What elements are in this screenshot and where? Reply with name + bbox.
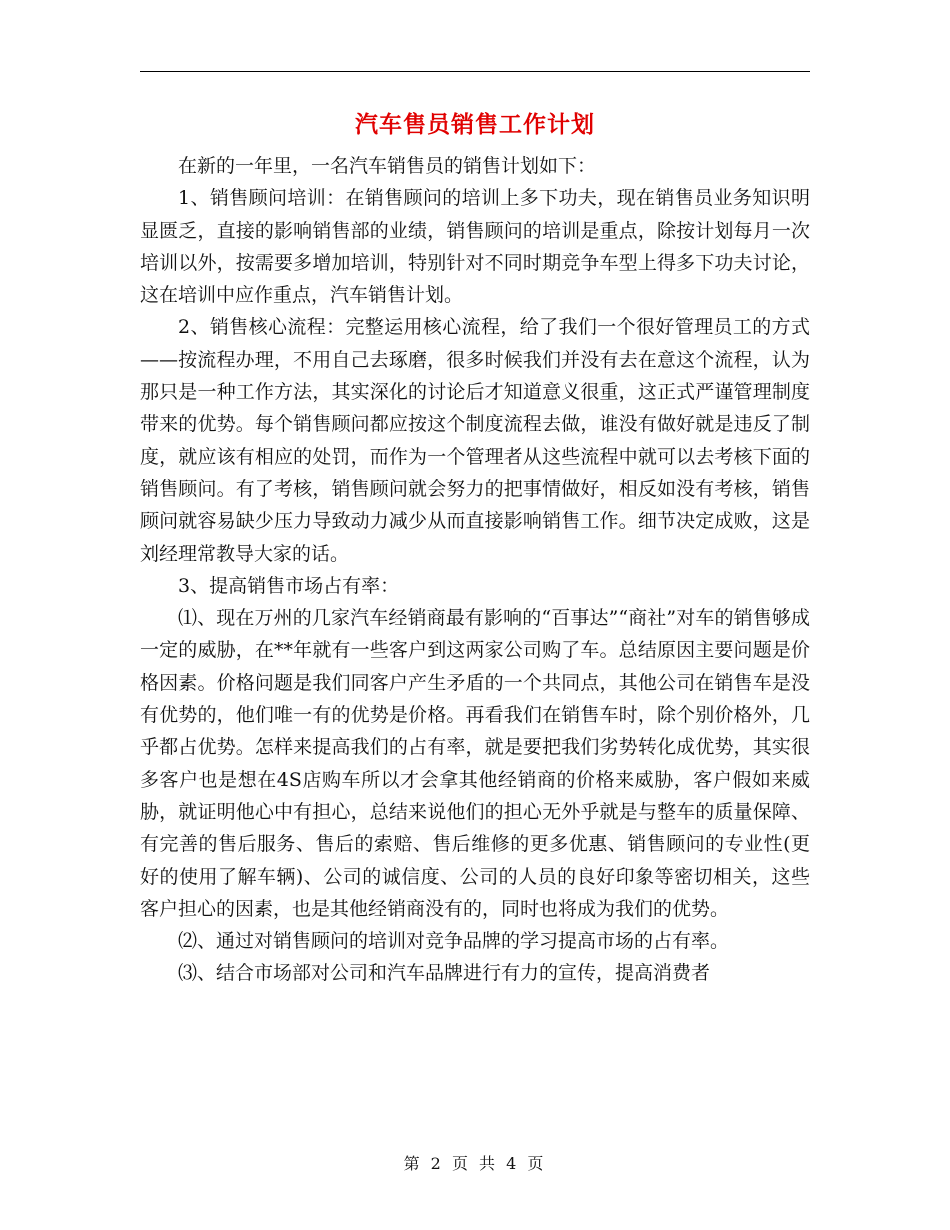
- paragraph-training: 1、销售顾问培训：在销售顾问的培训上多下功夫，现在销售员业务知识明显匮乏，直接的影响销售部的业绩，销售顾问的培训是重点，除按计划每月一次培训以外，按需要多增加培训，特别针对不同时期竞争车型上得多下功夫讨论，这在培训中应作重点，汽车销售计划。: [140, 187, 810, 307]
- paragraph-market-share-heading: 3、提高销售市场占有率：: [178, 574, 400, 597]
- header-rule: [140, 71, 810, 72]
- paragraph-intro: 在新的一年里，一名汽车销售员的销售计划如下：: [178, 155, 597, 177]
- paragraph-market-share-2: ⑵、通过对销售顾问的培训对竞争品牌的学习提高市场的占有率。: [178, 930, 730, 953]
- document-body: [140, 150, 810, 990]
- document-title: 汽车售员销售工作计划: [355, 111, 595, 138]
- paragraph-core-process: 2、销售核心流程：完整运用核心流程，给了我们一个很好管理员工的方式——按流程办理，不用自己去琢磨，很多时候我们并没有去在意这个流程，认为那只是一种工作方法，其实深化的讨论后才知道意义很重，这正式严谨管理制度带来的优势。每个销售顾问都应按这个制度流程去做，谁没有做好就是违反了制度，就应该有相应的处罚，而作为一个管理者从这些流程中就可以去考核下面的销售顾问。有了考核，销售顾问就会努力的把事情做好，相反如没有考核，销售顾问就容易缺少压力导致动力减少从而直接影响销售工作。细节决定成败，这是刘经理常教导大家的话。: [140, 316, 810, 565]
- paragraph-market-share-1: ⑴、现在万州的几家汽车经销商最有影响的“百事达”“商社”对车的销售够成一定的威胁，在**年就有一些客户到这两家公司购了车。总结原因主要问题是价格因素。价格问题是我们同客户产生矛盾的一个共同点，其他公司在销售车是没有优势的，他们唯一有的优势是价格。再看我们在销售车时，除个别价格外，几乎都占优势。怎样来提高我们的占有率，就是要把我们劣势转化成优势，其实很多客户也是想在4S店购车所以才会拿其他经销商的价格来威胁，客户假如来威胁，就证明他心中有担心，总结来说他们的担心无外乎就是与整车的质量保障、有完善的售后服务、售后的索赔、售后维修的更多优惠、销售顾问的专业性(更好的使用了解车辆)、公司的诚信度、公司的人员的良好印象等密切相关，这些客户担心的因素，也是其他经销商没有的，同时也将成为我们的优势。: [140, 607, 810, 920]
- paragraph-market-share-3: ⑶、结合市场部对公司和汽车品牌进行有力的宣传，提高消费者: [178, 962, 711, 985]
- page-number: 第 2 页 共 4 页: [403, 1154, 547, 1173]
